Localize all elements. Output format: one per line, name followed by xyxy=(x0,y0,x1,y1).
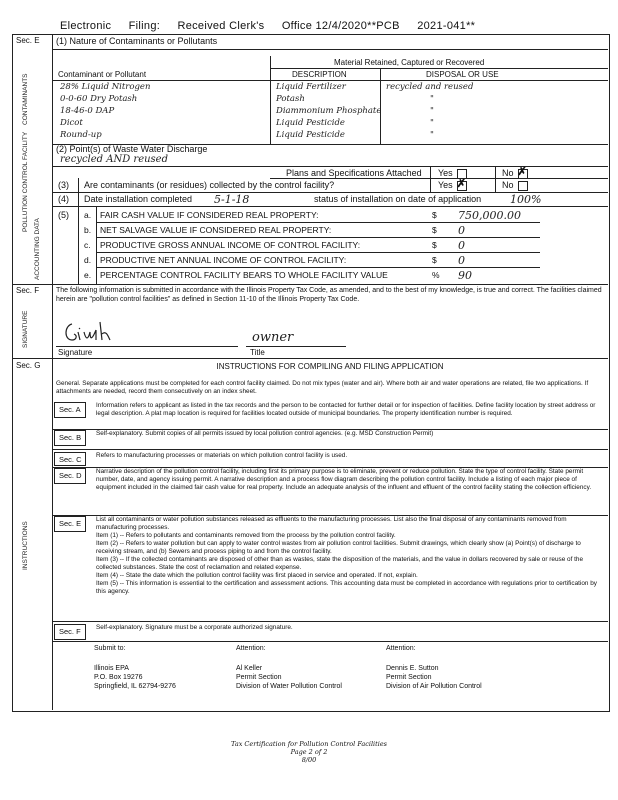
header-electronic: Electronic xyxy=(60,20,112,32)
checkmark-icon: ✗ xyxy=(517,165,527,178)
col-contaminant: Contaminant or Pollutant xyxy=(58,70,147,79)
section-divider xyxy=(52,34,53,710)
instruction-section-tag: Sec. A xyxy=(54,402,86,418)
q3-label: Are contaminants (or residues) collected by the control facility? xyxy=(84,180,335,190)
checkmark-icon: ✗ xyxy=(456,177,466,190)
address-water: Al Keller Permit Section Division of Water Pollution Control xyxy=(236,665,342,690)
accounting-letter: e. xyxy=(84,270,92,280)
sec-f-side-label: SIGNATURE xyxy=(22,310,29,348)
contaminant-cell: Round-up xyxy=(60,130,102,140)
instruction-text: List all contaminants or water pollution substances released as effluents to the manufacturing processes. List also the final disposal of any contaminants removed from manufacturing processes. Item (1) -- Refers to pollutants and contaminants removed from the process by the pollution control facility. Item (2) -- Refers to water pollution but can apply to water control wastes from air pollution control facilities. Submit drawings, which clearly show (a) Point(s) of discharge to receiving stream, and (b) Sewers and process piping to and from the control facility. Item (3) -- If the collected contaminants are disposed of other than as wastes, state the disposition of the materials, and the value in dollars recovered by sale or reuse of the collected substances. State the cost of reclamation and related expense. Item (4) -- State the date which the pollution control facility was first placed in service and operated. If not, explain. Item (5) -- This information is essential to the certification and assessment actions. This accounting data must be completed in accordance with regulations prior to certification by this agency. xyxy=(96,516,597,595)
instruction-section-tag: Sec. F xyxy=(54,624,86,640)
q4-label: Date installation completed xyxy=(84,194,193,204)
material-header: Material Retained, Captured or Recovered xyxy=(334,58,485,67)
accounting-letter: b. xyxy=(84,225,92,235)
disposal-cell: " xyxy=(430,118,434,128)
header-case-number: 2021-041** xyxy=(417,20,476,32)
accounting-letter: c. xyxy=(84,240,91,250)
q3-yes-checkbox[interactable] xyxy=(456,177,467,191)
submit-to-label: Submit to: xyxy=(94,645,126,652)
filing-header xyxy=(60,20,489,32)
accounting-value: 0 xyxy=(458,254,465,267)
instruction-text: Information refers to applicant as listed in the tax records and the person to be contacted for further detail or for inspection of facilities. Define facility location by street address or legal description. A plat map location is required for facilities located outside of municipal boundaries. The property identification number is required. xyxy=(96,402,596,417)
instruction-text: Refers to manufacturing processes or materials on which pollution control facility is used. xyxy=(96,452,348,459)
q5-number: (5) xyxy=(58,210,69,220)
plans-no[interactable]: No ✗ xyxy=(502,165,527,178)
instruction-text: Self-explanatory. Submit copies of all permits issued by local pollution control agencies. (e.g. MSD Construction Permit) xyxy=(96,430,434,437)
accounting-symbol: $ xyxy=(432,240,437,250)
instruction-text: Self-explanatory. Signature must be a corporate authorized signature. xyxy=(96,624,293,631)
attention-label-1: Attention: xyxy=(236,645,266,652)
instruction-section-tag: Sec. C xyxy=(54,452,86,466)
q1-label: (1) Nature of Contaminants or Pollutants xyxy=(56,36,218,46)
accounting-symbol: $ xyxy=(432,210,437,220)
address-illinois-epa: Illinois EPA P.O. Box 19276 Springfield, IL 62794-9276 xyxy=(94,665,176,690)
q4b-answer: 100% xyxy=(510,193,542,206)
disposal-cell: " xyxy=(430,130,434,140)
footer-date: 8/00 xyxy=(301,756,317,764)
disposal-cell: recycled and reused xyxy=(386,82,474,92)
plans-label: Plans and Specifications Attached xyxy=(286,168,422,178)
disposal-cell: " xyxy=(430,94,434,104)
contaminant-cell: 18-46-0 DAP xyxy=(60,106,115,116)
plans-yes[interactable]: Yes xyxy=(438,168,467,179)
q3-yes[interactable]: Yes ✗ xyxy=(438,177,466,190)
accounting-label: NET SALVAGE VALUE IF CONSIDERED REAL PROPERTY: xyxy=(100,225,332,235)
signature-image xyxy=(62,318,142,346)
instructions-heading: INSTRUCTIONS FOR COMPILING AND FILING APPLICATION xyxy=(216,362,444,371)
description-cell: Liquid Pesticide xyxy=(276,130,345,140)
q3-no[interactable]: No xyxy=(502,180,528,191)
q4-answer: 5-1-18 xyxy=(214,193,250,206)
description-cell: Liquid Fertilizer xyxy=(276,82,346,92)
sec-f-label: Sec. F xyxy=(16,286,40,295)
accounting-value: 0 xyxy=(458,224,465,237)
contaminant-cell: 0-0-60 Dry Potash xyxy=(60,94,138,104)
accounting-symbol: $ xyxy=(432,225,437,235)
instruction-section-tag: Sec. B xyxy=(54,430,86,446)
accounting-label: PERCENTAGE CONTROL FACILITY BEARS TO WHOLE FACILITY VALUE xyxy=(100,270,388,280)
q3-number: (3) xyxy=(58,180,69,190)
address-air: Dennis E. Sutton Permit Section Division of Air Pollution Control xyxy=(386,665,482,690)
sec-e-label: Sec. E xyxy=(16,36,40,45)
sec-e-side-accounting: ACCOUNTING DATA xyxy=(34,218,41,280)
instruction-section-tag: Sec. E xyxy=(54,516,86,532)
header-filing: Filing: xyxy=(128,20,161,32)
q2-answer: recycled AND reused xyxy=(60,154,169,165)
header-office-date: Office 12/4/2020**PCB xyxy=(281,20,400,32)
page-footer xyxy=(0,740,618,764)
title-value: owner xyxy=(252,330,294,345)
sec-e-side-pollution: POLLUTION CONTROL FACILITY xyxy=(22,131,29,232)
q4-number: (4) xyxy=(58,194,69,204)
accounting-value: 0 xyxy=(458,239,465,252)
accounting-letter: d. xyxy=(84,255,92,265)
q4b-label: status of installation on date of application xyxy=(314,194,482,204)
disposal-cell: " xyxy=(430,106,434,116)
accounting-symbol: % xyxy=(432,270,440,280)
accounting-value: 750,000.00 xyxy=(458,209,521,222)
accounting-symbol: $ xyxy=(432,255,437,265)
footer-page: Page 2 of 2 xyxy=(290,748,328,756)
accounting-label: PRODUCTIVE NET ANNUAL INCOME OF CONTROL FACILITY: xyxy=(100,255,347,265)
contaminant-cell: Dicot xyxy=(60,118,83,128)
instruction-text: Narrative description of the pollution control facility, including first its primary purpose is to eliminate, prevent or reduce pollution. State the type of control facility. State permit number, date, and agency issuing permit. A narrative description and a process flow diagram describing the pollution control facility. Include a listing of each major piece of equipment included in the claimed fair cash value for real property. Include an adequate analysis of the influent and effluent of the control facility stating the collection efficiency. xyxy=(96,468,592,491)
contaminant-cell: 28% Liquid Nitrogen xyxy=(60,82,151,92)
description-cell: Liquid Pesticide xyxy=(276,118,345,128)
sec-f-text: The following information is submitted in accordance with the Illinois Property Tax Code, as amended, and to the best of my knowledge, is true and correct. The facilities claimed herein are "pollution control facilities" as defined in Section 11-10 of the Illinois Property Tax Code. xyxy=(56,287,602,303)
sec-e-side-contaminants: CONTAMINANTS xyxy=(22,73,29,125)
signature-caption: Signature xyxy=(58,348,93,357)
description-cell: Potash xyxy=(276,94,305,104)
title-caption: Title xyxy=(250,348,265,357)
q3-no-checkbox[interactable] xyxy=(518,181,528,191)
sec-g-side-label: INSTRUCTIONS xyxy=(22,521,29,570)
col-description: DESCRIPTION xyxy=(292,70,347,79)
description-cell: Diammonium Phosphate xyxy=(276,106,382,116)
instruction-section-tag: Sec. D xyxy=(54,468,86,484)
header-received: Received Clerk's xyxy=(177,20,265,32)
accounting-label: FAIR CASH VALUE IF CONSIDERED REAL PROPERTY: xyxy=(100,210,319,220)
attention-label-2: Attention: xyxy=(386,645,416,652)
accounting-letter: a. xyxy=(84,210,92,220)
accounting-label: PRODUCTIVE GROSS ANNUAL INCOME OF CONTROL FACILITY: xyxy=(100,240,361,250)
sec-g-label: Sec. G xyxy=(16,361,41,370)
col-disposal: DISPOSAL OR USE xyxy=(426,70,499,79)
instructions-general: General. Separate applications must be completed for each control facility claimed. Do not mix types (water and air). Where both air and water operations are related, file two applications. If attachments are needed, record them consecutively on an index sheet. xyxy=(56,380,589,395)
q2-label: (2) Point(s) of Waste Water Discharge xyxy=(56,144,208,154)
footer-title: Tax Certification for Pollution Control Facilities xyxy=(230,740,388,748)
accounting-value: 90 xyxy=(458,269,472,282)
